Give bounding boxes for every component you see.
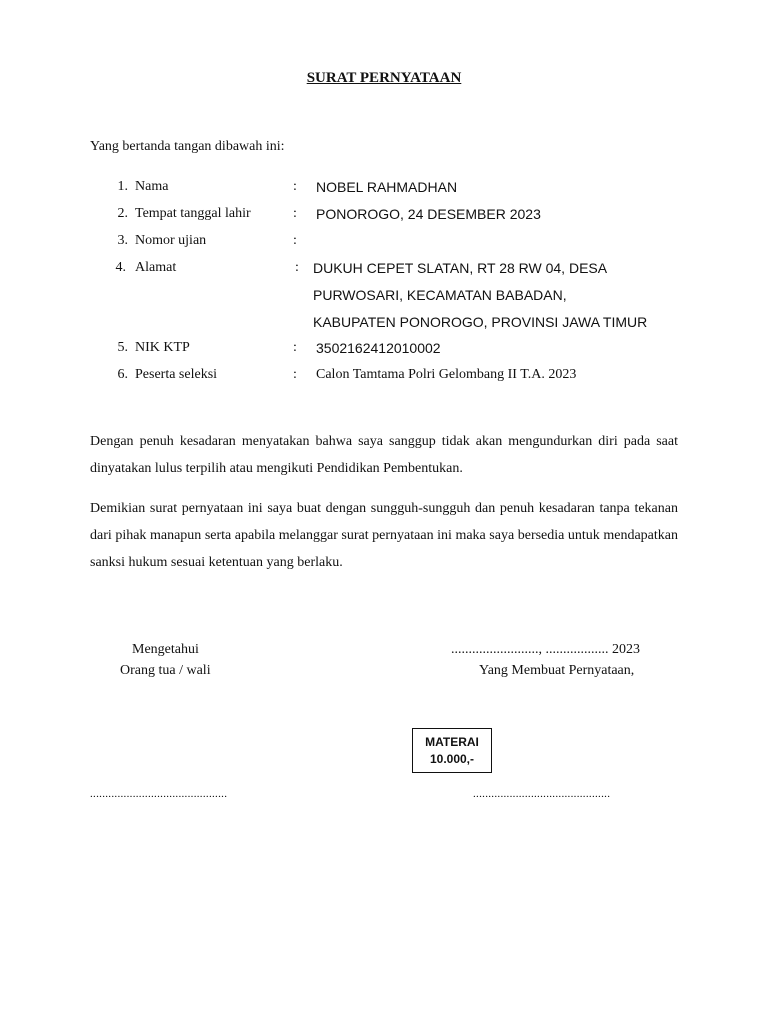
field-colon: :: [293, 206, 297, 221]
stamp-value: 10.000,-: [429, 752, 475, 766]
field-value-birth: PONOROGO, 24 DESEMBER 2023: [316, 206, 541, 222]
field-colon: :: [293, 233, 297, 248]
date-line: ........................., .................. 2023: [451, 642, 640, 657]
field-label-birth: Tempat tanggal lahir: [135, 206, 251, 221]
declarant-label: Yang Membuat Pernyataan,: [479, 663, 635, 678]
field-colon: :: [293, 179, 297, 194]
field-value-nama: NOBEL RAHMADHAN: [316, 179, 458, 195]
acknowledged-label: Mengetahui: [132, 642, 199, 657]
document-title: SURAT PERNYATAAN: [306, 70, 462, 86]
field-value-address-line: PURWOSARI, KECAMATAN BABADAN,: [313, 287, 567, 303]
field-number: 1.: [117, 179, 128, 194]
field-colon: :: [293, 340, 297, 355]
guardian-signature-line: .............................................: [90, 788, 228, 800]
declarant-signature-line: .............................................: [473, 788, 611, 800]
field-label-address: Alamat: [135, 260, 177, 275]
field-number: 6.: [117, 367, 128, 382]
guardian-label: Orang tua / wali: [120, 663, 211, 678]
stamp-box: [412, 728, 492, 773]
field-value-nik: 3502162412010002: [316, 340, 441, 356]
closing-paragraph: Demikian surat pernyataan ini saya buat dengan sungguh-sungguh dan penuh kesadaran tanpa tekanan dari pihak manapun serta apabila melanggar surat pernyataan ini maka saya bersedia untuk mendapatkan sanksi hukum sesuai ketentuan yang berlaku.: [90, 501, 678, 570]
field-value-address-line: DUKUH CEPET SLATAN, RT 28 RW 04, DESA: [313, 260, 608, 276]
stamp-label: MATERAI: [425, 735, 479, 749]
field-label-exam-number: Nomor ujian: [135, 233, 207, 248]
field-colon: :: [295, 260, 299, 275]
field-colon: :: [293, 367, 297, 382]
field-value-address-line: KABUPATEN PONOROGO, PROVINSI JAWA TIMUR: [313, 314, 648, 330]
field-value-selection: Calon Tamtama Polri Gelombang II T.A. 2023: [316, 367, 577, 382]
field-label-nik: NIK KTP: [135, 340, 190, 355]
intro-text: Yang bertanda tangan dibawah ini:: [90, 139, 285, 154]
field-number: 3.: [117, 233, 128, 248]
field-number: 5.: [117, 340, 128, 355]
field-label-nama: Nama: [135, 179, 169, 194]
field-label-selection: Peserta seleksi: [135, 367, 218, 382]
statement-paragraph: Dengan penuh kesadaran menyatakan bahwa saya sanggup tidak akan mengundurkan diri pada saat dinyatakan lulus terpilih atau mengikuti Pendidikan Pembentukan.: [90, 434, 678, 476]
field-number: 2.: [117, 206, 128, 221]
field-number: 4.: [115, 260, 126, 275]
